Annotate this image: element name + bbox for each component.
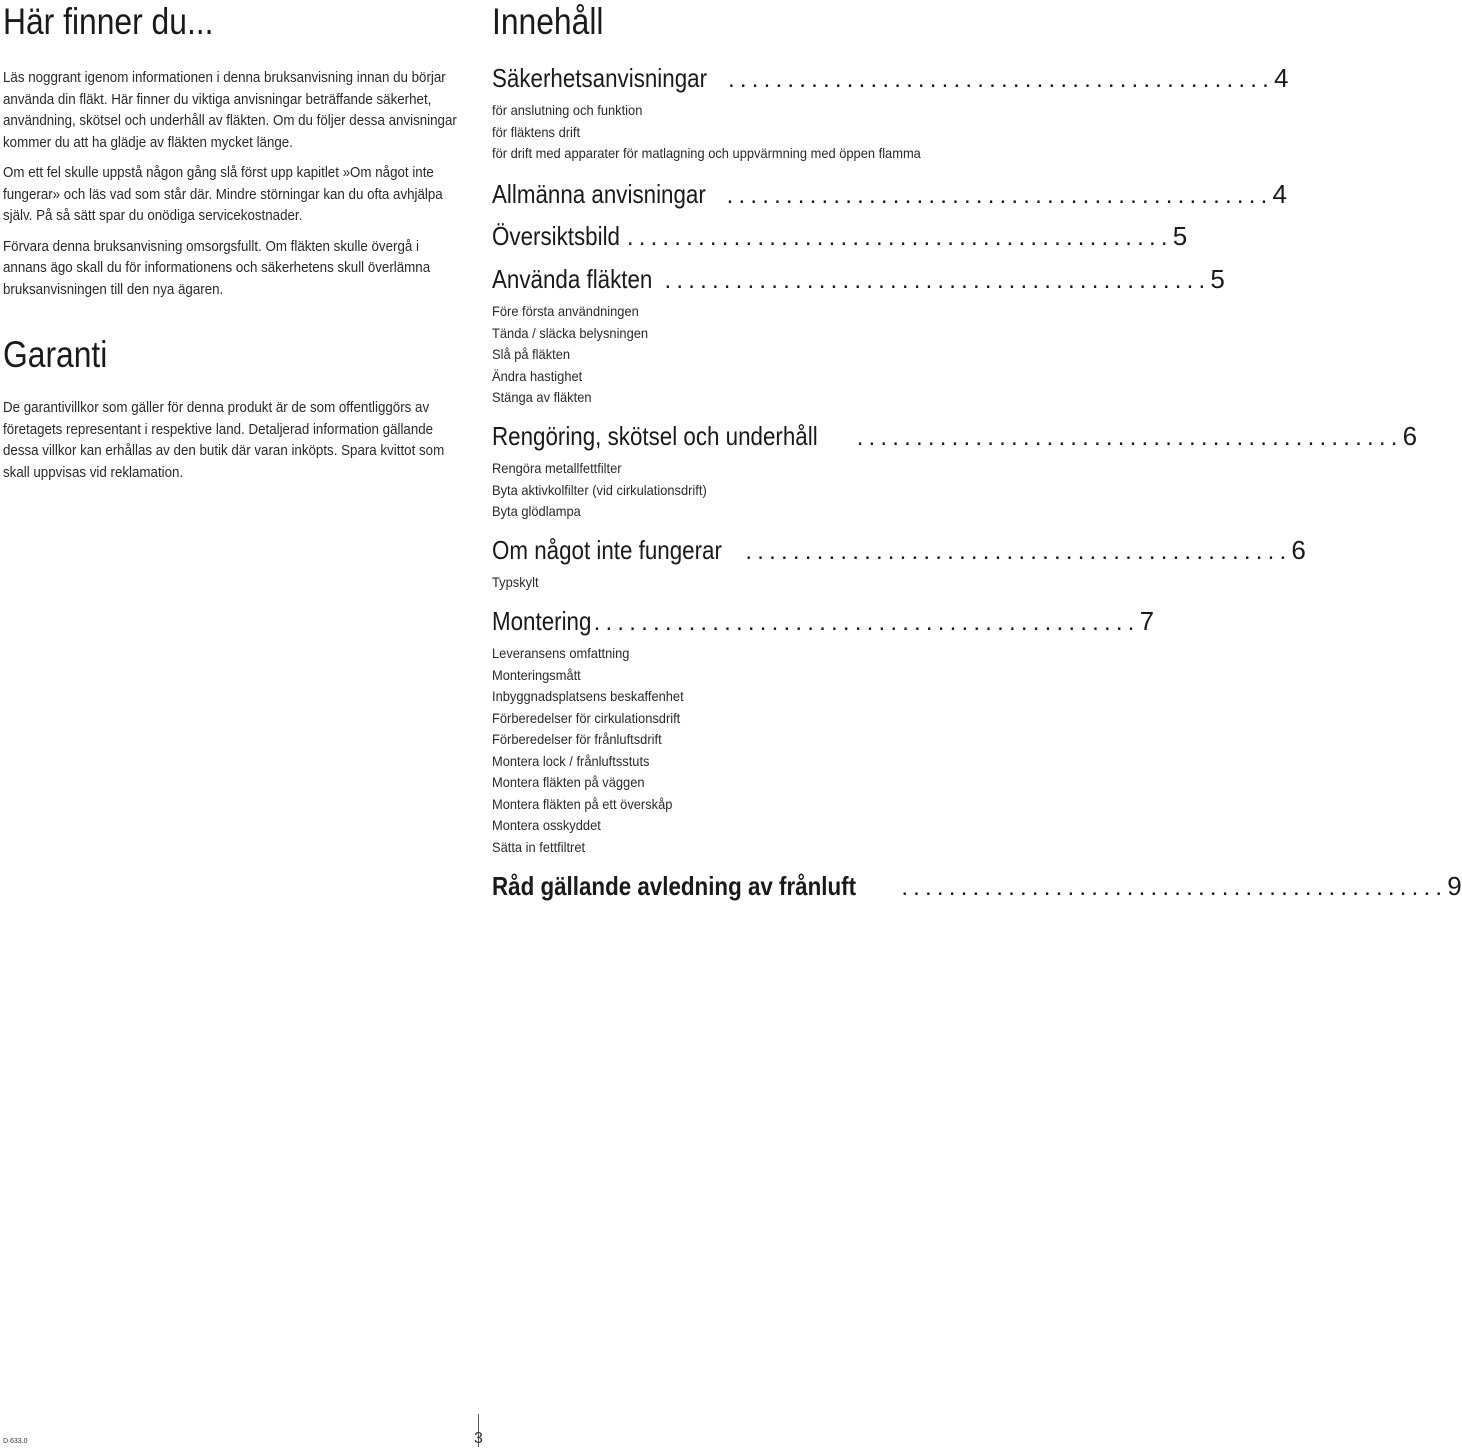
toc-subitem: Förberedelser för cirkulationsdrift [492, 709, 681, 726]
toc-entry-label: Säkerhetsanvisningar [492, 63, 708, 93]
intro-paragraph: Förvara denna bruksanvisning omsorgsfullt. Om fläkten skulle övergå i annans ägo skall du för informationens och säkerhetens skull överlämna bruksanvisningen till den nya ägaren. [3, 238, 431, 298]
intro-title: Här finner du... [3, 1, 214, 42]
page-number: 3 [474, 1430, 483, 1447]
toc-entry[interactable]: Översiktsbild .............................................. 5 [492, 221, 1188, 251]
toc-section-montering [492, 605, 1155, 858]
toc-subitem: Monteringsmått [492, 666, 581, 683]
intro-paragraph: Om ett fel skulle uppstå någon gång slå först upp kapitlet »Om något inte fungerar» och läs vad som står där. Mindre störningar kan du ofta avhjälpa själv. På så sätt spar du onödiga servicekostnader. [3, 165, 443, 224]
toc-entry[interactable]: Allmänna anvisningar .............................................. 4 [492, 179, 1287, 209]
toc-entry-page: 5 [1210, 264, 1225, 294]
toc-entry-page: 7 [1139, 606, 1155, 636]
toc-subitem: Inbyggnadsplatsens beskaffenhet [492, 688, 684, 704]
toc-subitem: Rengöra metallfettfilter [492, 460, 622, 476]
toc-subitem: Byta glödlampa [492, 503, 581, 519]
toc-subitem: Före första användningen [492, 303, 639, 319]
toc-subitem: Ändra hastighet [492, 367, 583, 384]
toc-subitem: Sätta in fettfiltret [492, 838, 586, 855]
toc-subitem: Slå på fläkten [492, 346, 571, 362]
toc-subitem: Stänga av fläkten [492, 389, 592, 405]
toc-entry-label: Råd gällande avledning av frånluft [492, 871, 857, 901]
toc-section-anvanda [492, 263, 1225, 409]
toc-subitem: Typskylt [492, 574, 539, 590]
toc-section-oversikt [492, 220, 1188, 254]
toc-subitem: Tända / släcka belysningen [492, 324, 649, 341]
toc-subitem: Byta aktivkolfilter (vid cirkulationsdrift) [492, 481, 707, 498]
toc-subitem: Montera lock / frånluftsstuts [492, 752, 650, 769]
toc-subitem: för drift med apparater för matlagning och uppvärmning med öppen flamma [492, 145, 921, 161]
toc-subitem: för fläktens drift [492, 123, 581, 140]
toc-subitem: för anslutning och funktion [492, 102, 643, 118]
toc-section-rad [492, 870, 1462, 904]
toc-subitem: Leveransens omfattning [492, 645, 630, 661]
toc-section-sakerhet [492, 62, 1289, 165]
left-column [3, 0, 458, 481]
toc-entry-page: 4 [1273, 63, 1289, 93]
toc-title: Innehåll [492, 1, 604, 42]
toc-subitem: Montera fläkten på väggen [492, 774, 645, 790]
garanti-text: De garantivillkor som gäller för denna produkt är de som offentliggörs av företagets representant i respektive land. Detaljerad information gällande dessa villkor kan erhållas av den butik där varan inköpts. Spara kvittot som skall uppvisas vid reklamation. [3, 400, 445, 481]
toc-entry-page: 6 [1402, 421, 1418, 451]
toc-section-rengoring [492, 420, 1418, 523]
garanti-title: Garanti [3, 334, 108, 375]
toc-entry[interactable]: Säkerhetsanvisningar .............................................. 4 [492, 63, 1289, 93]
toc-entry-label: Montering [492, 606, 592, 636]
intro-paragraph: Läs noggrant igenom informationen i denna bruksanvisning innan du börjar använda din fläkt. Här finner du viktiga anvisningar beträffande säkerhet, användning, skötsel och underhåll av fläkten. Om du följer dessa anvisningar kommer du att ha glädje av fläkten mycket länge. [3, 70, 457, 151]
toc-entry[interactable]: Om något inte fungerar .............................................. 6 [492, 535, 1306, 565]
toc-section-allmanna [492, 178, 1287, 212]
toc-entry[interactable]: Montering .............................................. 7 [492, 606, 1155, 636]
toc-entry[interactable]: Använda fläkten .............................................. 5 [492, 264, 1225, 294]
toc-subitem: Montera fläkten på ett överskåp [492, 795, 673, 812]
toc-entry-label: Översiktsbild [492, 221, 620, 251]
toc-entry-label: Om något inte fungerar [492, 535, 722, 565]
toc-entry-label: Allmänna anvisningar [492, 179, 706, 209]
toc-subitem: Förberedelser för frånluftsdrift [492, 731, 662, 747]
toc-entry[interactable]: Rengöring, skötsel och underhåll .............................................. 6 [492, 421, 1418, 451]
toc-subitem: Montera osskyddet [492, 817, 601, 833]
toc-entry-label: Rengöring, skötsel och underhåll [492, 421, 818, 451]
toc-entry-page: 9 [1447, 871, 1462, 901]
toc-entry-page: 6 [1291, 535, 1306, 565]
document-code: D 633.0 [3, 1438, 28, 1445]
toc-entry-label: Använda fläkten [492, 264, 653, 294]
toc-section-fungerar [492, 534, 1306, 594]
toc-entry-page: 4 [1272, 179, 1287, 209]
toc-entry[interactable]: Råd gällande avledning av frånluft .............................................. 9 [492, 871, 1462, 901]
toc-entry-page: 5 [1172, 221, 1188, 251]
intro-text [3, 68, 458, 301]
